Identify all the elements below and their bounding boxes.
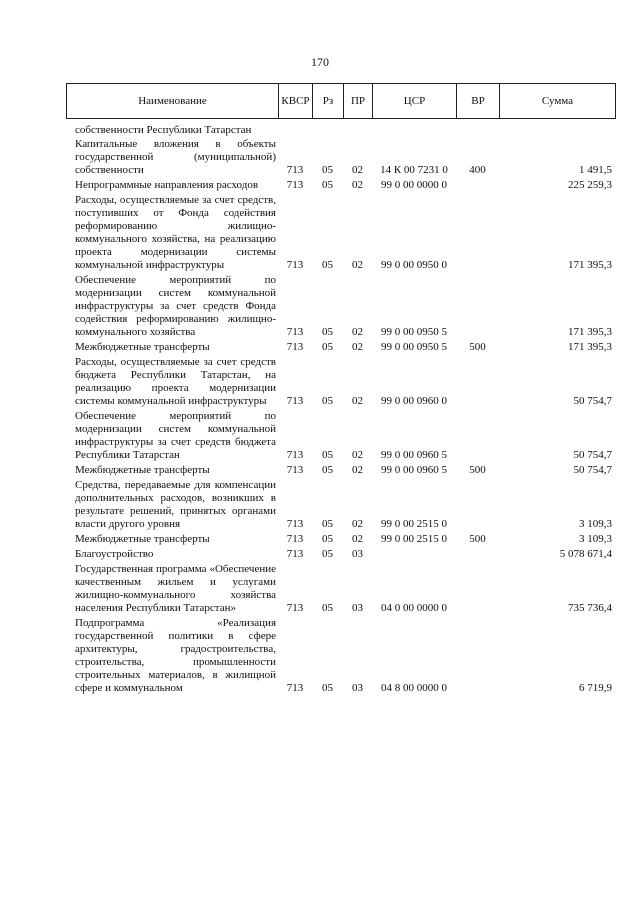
row-pr: 03	[352, 548, 363, 560]
row-csr	[372, 124, 456, 138]
table-row	[66, 274, 615, 341]
row-csr: 99 0 00 0960 0	[381, 395, 447, 407]
row-pr: 03	[352, 682, 363, 694]
row-csr: 99 0 00 2515 0	[381, 533, 447, 545]
row-pr: 02	[352, 395, 363, 407]
row-kvsr: 713	[286, 449, 304, 461]
table-row	[66, 464, 615, 479]
table-row	[66, 548, 615, 563]
row-sum: 1 491,5	[579, 164, 612, 176]
row-name: Благоустройство	[75, 548, 154, 560]
row-csr: 14 К 00 7231 0	[380, 164, 448, 176]
row-csr	[372, 548, 456, 563]
row-kvsr	[278, 124, 312, 138]
row-csr: 04 8 00 0000 0	[381, 682, 447, 694]
row-vr: 500	[469, 341, 486, 353]
row-name: Расходы, осуществляемые за счет средств, поступивших от Фонда содействия реформированию жилищно-коммунального хозяйства, на реализацию проекта модернизации системы коммунальной инфраструктуры	[75, 194, 276, 271]
row-pr: 02	[352, 179, 363, 191]
row-kvsr: 713	[286, 395, 304, 407]
row-vr: 400	[469, 164, 486, 176]
row-vr	[456, 194, 499, 274]
row-csr: 99 0 00 0950 5	[381, 341, 447, 353]
row-kvsr: 713	[286, 341, 304, 353]
row-name: Капитальные вложения в объекты государственной (муниципальной) собственности	[75, 138, 276, 176]
table-row	[66, 410, 615, 464]
row-pr: 02	[352, 449, 363, 461]
budget-table	[66, 124, 615, 697]
header-pr: ПР	[344, 84, 373, 119]
row-vr	[456, 617, 499, 697]
row-vr: 500	[469, 464, 486, 476]
row-sum: 5 078 671,4	[559, 548, 612, 560]
row-rz: 05	[322, 464, 333, 476]
table-row	[66, 617, 615, 697]
row-rz: 05	[322, 602, 333, 614]
row-pr: 03	[352, 602, 363, 614]
row-pr	[343, 124, 372, 138]
header-name: Наименование	[67, 84, 279, 119]
row-vr	[456, 410, 499, 464]
row-csr: 99 0 00 0960 5	[381, 464, 447, 476]
row-pr: 02	[352, 164, 363, 176]
row-rz: 05	[322, 449, 333, 461]
row-csr: 99 0 00 0000 0	[381, 179, 447, 191]
table-row	[66, 563, 615, 617]
row-csr: 99 0 00 0960 5	[381, 449, 447, 461]
row-pr: 02	[352, 341, 363, 353]
row-rz: 05	[322, 179, 333, 191]
row-vr	[456, 274, 499, 341]
row-name: Непрограммные направления расходов	[75, 179, 259, 191]
row-rz: 05	[322, 341, 333, 353]
row-kvsr: 713	[286, 326, 304, 338]
row-sum	[499, 124, 615, 138]
row-vr	[456, 356, 499, 410]
row-rz: 05	[322, 533, 333, 545]
row-name: Межбюджетные трансферты	[75, 533, 210, 545]
row-name: Подпрограмма «Реализация государственной политики в сфере архитектуры, градостроительства, строительства, промышленности строительных материалов, в жилищной сфере и коммунальном	[75, 617, 276, 694]
row-rz: 05	[322, 164, 333, 176]
header-sum: Сумма	[500, 84, 616, 119]
row-csr: 04 0 00 0000 0	[381, 602, 447, 614]
row-vr	[456, 548, 499, 563]
row-kvsr: 713	[286, 164, 304, 176]
row-name: Межбюджетные трансферты	[75, 341, 210, 353]
row-sum: 50 754,7	[573, 464, 612, 476]
row-name: Государственная программа «Обеспечение качественным жильем и услугами жилищно-коммунального хозяйства населения Республики Татарстан»	[75, 563, 276, 614]
header-kvsr: КВСР	[279, 84, 313, 119]
page-number: 170	[311, 55, 329, 69]
table-header	[66, 83, 616, 119]
row-sum: 3 109,3	[579, 533, 612, 545]
row-pr: 02	[352, 464, 363, 476]
row-name: Межбюджетные трансферты	[75, 464, 210, 476]
table-row	[66, 479, 615, 533]
row-kvsr: 713	[286, 179, 304, 191]
row-rz	[312, 124, 343, 138]
row-sum: 50 754,7	[573, 395, 612, 407]
row-pr: 02	[352, 326, 363, 338]
row-kvsr: 713	[286, 518, 304, 530]
row-sum: 50 754,7	[573, 449, 612, 461]
row-sum: 171 395,3	[568, 341, 612, 353]
header-rz: Рз	[313, 84, 344, 119]
row-pr: 02	[352, 518, 363, 530]
row-sum: 735 736,4	[568, 602, 612, 614]
row-rz: 05	[322, 548, 333, 560]
row-rz: 05	[322, 326, 333, 338]
row-kvsr: 713	[286, 682, 304, 694]
row-sum: 171 395,3	[568, 259, 612, 271]
table-row	[66, 194, 615, 274]
row-kvsr: 713	[286, 464, 304, 476]
table-row	[66, 341, 615, 356]
row-pr: 02	[352, 259, 363, 271]
row-rz: 05	[322, 395, 333, 407]
row-csr: 99 0 00 0950 0	[381, 259, 447, 271]
row-kvsr: 713	[286, 533, 304, 545]
row-sum: 6 719,9	[579, 682, 612, 694]
row-name: собственности Республики Татарстан	[75, 124, 252, 136]
row-kvsr: 713	[286, 259, 304, 271]
row-vr	[456, 124, 499, 138]
table-row	[66, 356, 615, 410]
row-sum: 3 109,3	[579, 518, 612, 530]
row-csr: 99 0 00 2515 0	[381, 518, 447, 530]
header-csr: ЦСР	[373, 84, 457, 119]
row-kvsr: 713	[286, 602, 304, 614]
row-name: Расходы, осуществляемые за счет средств бюджета Республики Татарстан, на реализацию проекта модернизации системы коммунальной инфраструктуры	[75, 356, 276, 407]
row-vr	[456, 563, 499, 617]
header-vr: ВР	[457, 84, 500, 119]
row-pr: 02	[352, 533, 363, 545]
row-name: Средства, передаваемые для компенсации дополнительных расходов, возникших в результате решений, принятых органами власти другого уровня	[75, 479, 276, 530]
row-name: Обеспечение мероприятий по модернизации систем коммунальной инфраструктуры за счет средств Фонда содействия реформированию жилищно-коммунального хозяйства	[75, 274, 276, 338]
table-row	[66, 179, 615, 194]
row-rz: 05	[322, 518, 333, 530]
row-vr	[456, 179, 499, 194]
row-name: Обеспечение мероприятий по модернизации систем коммунальной инфраструктуры за счет средств бюджета Республики Татарстан	[75, 410, 276, 461]
row-vr: 500	[469, 533, 486, 545]
row-csr: 99 0 00 0950 5	[381, 326, 447, 338]
row-vr	[456, 479, 499, 533]
table-row	[66, 533, 615, 548]
row-rz: 05	[322, 259, 333, 271]
row-sum: 225 259,3	[568, 179, 612, 191]
table-row	[66, 138, 615, 179]
table-row	[66, 124, 615, 138]
row-kvsr: 713	[286, 548, 304, 560]
row-rz: 05	[322, 682, 333, 694]
row-sum: 171 395,3	[568, 326, 612, 338]
